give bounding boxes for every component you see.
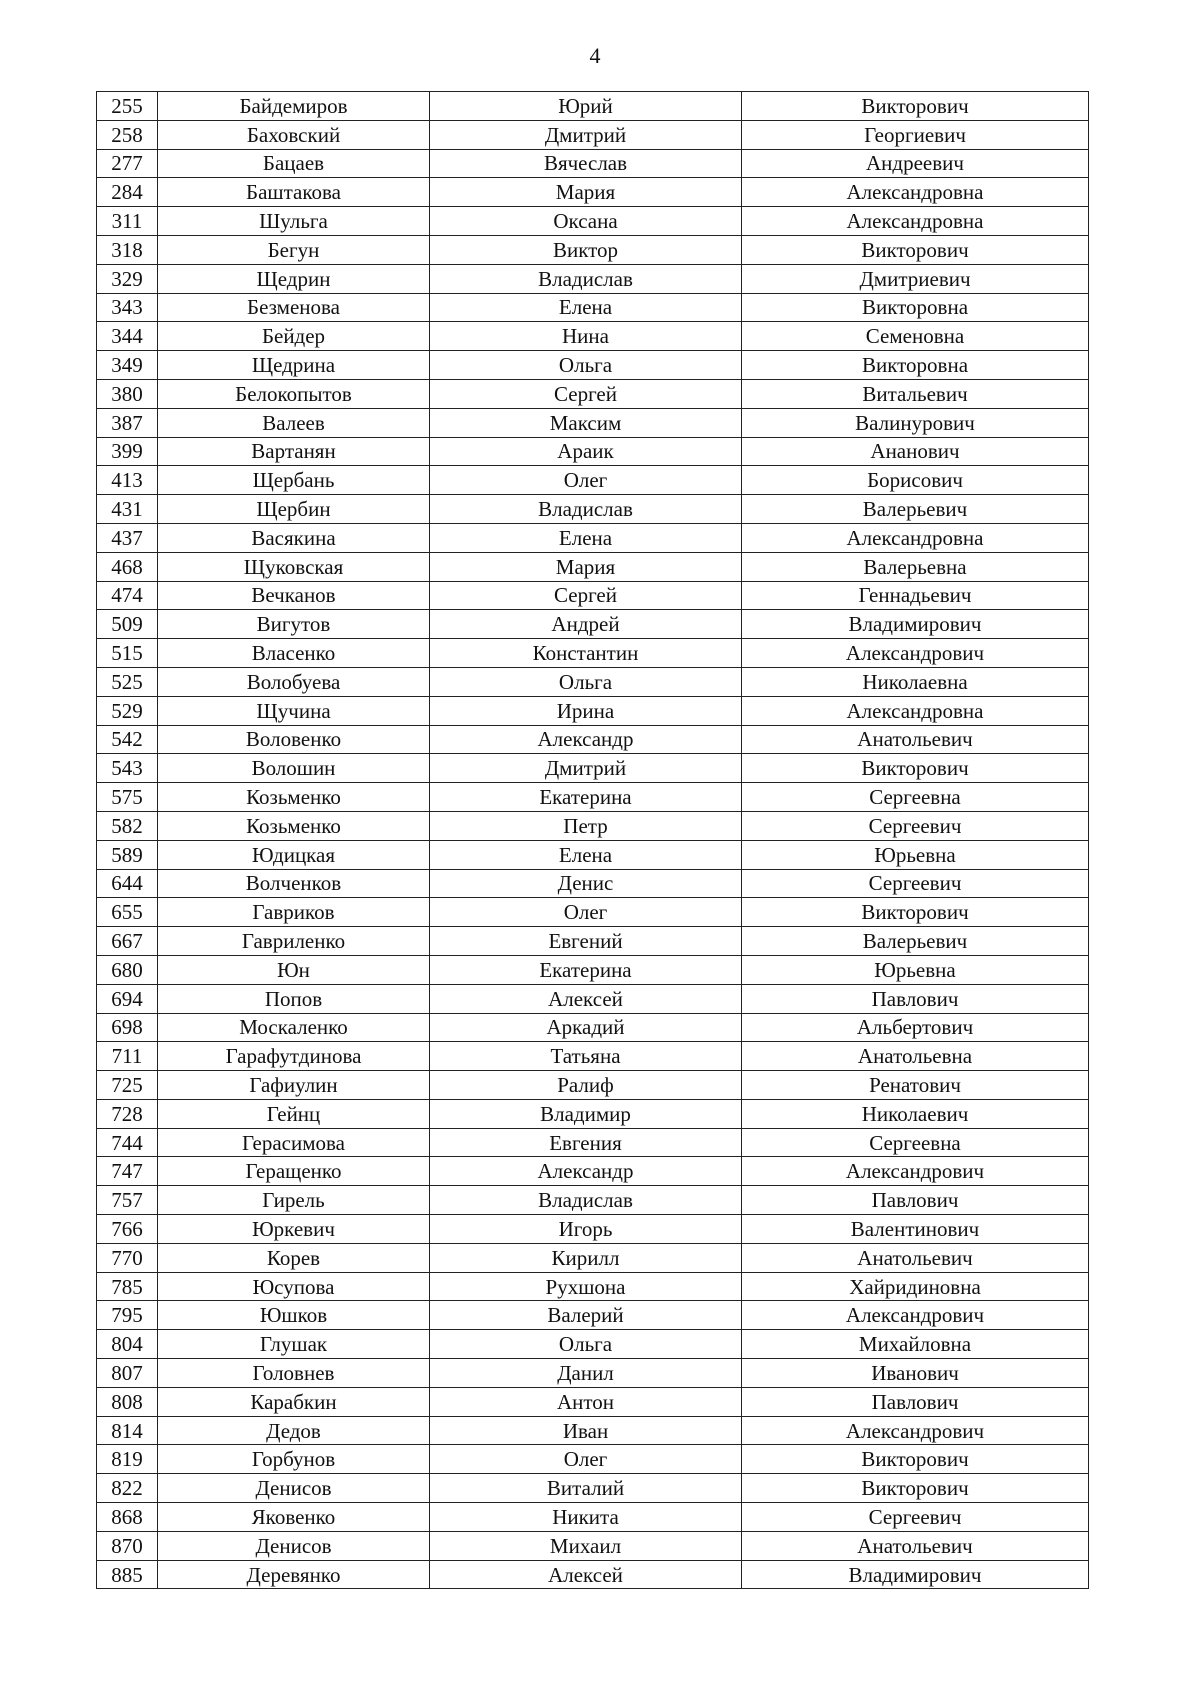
patronymic-cell: Сергеевич [742,1503,1089,1532]
record-number-cell: 698 [97,1013,158,1042]
table-row [97,178,1089,207]
table-row [97,783,1089,812]
first-name-cell: Дмитрий [430,120,742,149]
first-name-cell: Елена [430,523,742,552]
last-name-cell: Байдемиров [158,92,430,121]
patronymic-cell: Александровна [742,696,1089,725]
table-row [97,523,1089,552]
patronymic-cell: Ананович [742,437,1089,466]
first-name-cell: Александр [430,1157,742,1186]
first-name-cell: Алексей [430,984,742,1013]
table-row [97,1330,1089,1359]
table-row [97,1215,1089,1244]
first-name-cell: Оксана [430,207,742,236]
first-name-cell: Сергей [430,379,742,408]
patronymic-cell: Александрович [742,639,1089,668]
first-name-cell: Виталий [430,1474,742,1503]
record-number-cell: 868 [97,1503,158,1532]
patronymic-cell: Сергеевна [742,783,1089,812]
patronymic-cell: Геннадьевич [742,581,1089,610]
table-row [97,207,1089,236]
table-row [97,1359,1089,1388]
first-name-cell: Константин [430,639,742,668]
patronymic-cell: Викторовна [742,293,1089,322]
last-name-cell: Щербань [158,466,430,495]
last-name-cell: Щедрин [158,264,430,293]
first-name-cell: Владислав [430,495,742,524]
patronymic-cell: Георгиевич [742,120,1089,149]
record-number-cell: 807 [97,1359,158,1388]
patronymic-cell: Валерьевич [742,495,1089,524]
patronymic-cell: Анатольевна [742,1042,1089,1071]
patronymic-cell: Валентинович [742,1215,1089,1244]
record-number-cell: 870 [97,1531,158,1560]
record-number-cell: 766 [97,1215,158,1244]
last-name-cell: Юшков [158,1301,430,1330]
last-name-cell: Москаленко [158,1013,430,1042]
last-name-cell: Геращенко [158,1157,430,1186]
last-name-cell: Глушак [158,1330,430,1359]
patronymic-cell: Викторович [742,1474,1089,1503]
first-name-cell: Араик [430,437,742,466]
first-name-cell: Валерий [430,1301,742,1330]
record-number-cell: 543 [97,754,158,783]
patronymic-cell: Викторовна [742,351,1089,380]
record-number-cell: 329 [97,264,158,293]
patronymic-cell: Николаевич [742,1099,1089,1128]
last-name-cell: Герасимова [158,1128,430,1157]
first-name-cell: Ирина [430,696,742,725]
patronymic-cell: Павлович [742,984,1089,1013]
patronymic-cell: Викторович [742,92,1089,121]
patronymic-cell: Николаевна [742,667,1089,696]
record-number-cell: 255 [97,92,158,121]
record-number-cell: 343 [97,293,158,322]
record-number-cell: 885 [97,1560,158,1589]
first-name-cell: Олег [430,898,742,927]
first-name-cell: Екатерина [430,783,742,812]
table-row [97,869,1089,898]
first-name-cell: Рухшона [430,1272,742,1301]
table-row [97,149,1089,178]
table-row [97,1099,1089,1128]
record-number-cell: 757 [97,1186,158,1215]
last-name-cell: Юсупова [158,1272,430,1301]
last-name-cell: Корев [158,1243,430,1272]
patronymic-cell: Ренатович [742,1071,1089,1100]
patronymic-cell: Александрович [742,1157,1089,1186]
first-name-cell: Петр [430,811,742,840]
record-number-cell: 582 [97,811,158,840]
record-number-cell: 509 [97,610,158,639]
record-number-cell: 468 [97,552,158,581]
last-name-cell: Юркевич [158,1215,430,1244]
record-number-cell: 431 [97,495,158,524]
first-name-cell: Игорь [430,1215,742,1244]
last-name-cell: Волошин [158,754,430,783]
table-row [97,1186,1089,1215]
first-name-cell: Сергей [430,581,742,610]
record-number-cell: 814 [97,1416,158,1445]
first-name-cell: Виктор [430,235,742,264]
first-name-cell: Андрей [430,610,742,639]
last-name-cell: Гарафутдинова [158,1042,430,1071]
table-row [97,1243,1089,1272]
table-row [97,927,1089,956]
first-name-cell: Данил [430,1359,742,1388]
last-name-cell: Дедов [158,1416,430,1445]
record-number-cell: 575 [97,783,158,812]
first-name-cell: Татьяна [430,1042,742,1071]
last-name-cell: Козьменко [158,811,430,840]
last-name-cell: Юдицкая [158,840,430,869]
table-row [97,1013,1089,1042]
table-row [97,1416,1089,1445]
table-row [97,1503,1089,1532]
record-number-cell: 542 [97,725,158,754]
record-number-cell: 644 [97,869,158,898]
first-name-cell: Олег [430,466,742,495]
first-name-cell: Максим [430,408,742,437]
record-number-cell: 349 [97,351,158,380]
page-number: 4 [589,43,601,68]
first-name-cell: Кирилл [430,1243,742,1272]
table-row [97,264,1089,293]
table-row [97,639,1089,668]
patronymic-cell: Иванович [742,1359,1089,1388]
record-number-cell: 529 [97,696,158,725]
record-number-cell: 747 [97,1157,158,1186]
first-name-cell: Юрий [430,92,742,121]
table-row [97,696,1089,725]
patronymic-cell: Александровна [742,178,1089,207]
patronymic-cell: Андреевич [742,149,1089,178]
first-name-cell: Денис [430,869,742,898]
last-name-cell: Бейдер [158,322,430,351]
patronymic-cell: Павлович [742,1387,1089,1416]
last-name-cell: Карабкин [158,1387,430,1416]
last-name-cell: Попов [158,984,430,1013]
last-name-cell: Вигутов [158,610,430,639]
table-row [97,1387,1089,1416]
last-name-cell: Шульга [158,207,430,236]
table-row [97,1474,1089,1503]
table-row [97,840,1089,869]
first-name-cell: Алексей [430,1560,742,1589]
record-number-cell: 387 [97,408,158,437]
patronymic-cell: Павлович [742,1186,1089,1215]
last-name-cell: Щедрина [158,351,430,380]
patronymic-cell: Александровна [742,523,1089,552]
last-name-cell: Валеев [158,408,430,437]
last-name-cell: Волобуева [158,667,430,696]
first-name-cell: Олег [430,1445,742,1474]
last-name-cell: Горбунов [158,1445,430,1474]
table-row [97,351,1089,380]
record-number-cell: 785 [97,1272,158,1301]
last-name-cell: Белокопытов [158,379,430,408]
last-name-cell: Вартанян [158,437,430,466]
first-name-cell: Екатерина [430,955,742,984]
patronymic-cell: Витальевич [742,379,1089,408]
table-row [97,667,1089,696]
record-number-cell: 804 [97,1330,158,1359]
last-name-cell: Денисов [158,1531,430,1560]
first-name-cell: Ольга [430,1330,742,1359]
record-number-cell: 311 [97,207,158,236]
table-row [97,1445,1089,1474]
table-row [97,725,1089,754]
table-row [97,581,1089,610]
last-name-cell: Баштакова [158,178,430,207]
record-number-cell: 819 [97,1445,158,1474]
table-row [97,754,1089,783]
table-row [97,1157,1089,1186]
table-row [97,1071,1089,1100]
table-row [97,235,1089,264]
first-name-cell: Ольга [430,667,742,696]
last-name-cell: Безменова [158,293,430,322]
patronymic-cell: Валерьевич [742,927,1089,956]
record-number-cell: 808 [97,1387,158,1416]
patronymic-cell: Викторович [742,235,1089,264]
last-name-cell: Воловенко [158,725,430,754]
table-row [97,811,1089,840]
record-number-cell: 344 [97,322,158,351]
last-name-cell: Деревянко [158,1560,430,1589]
record-number-cell: 258 [97,120,158,149]
last-name-cell: Гирель [158,1186,430,1215]
first-name-cell: Дмитрий [430,754,742,783]
last-name-cell: Денисов [158,1474,430,1503]
last-name-cell: Щербин [158,495,430,524]
last-name-cell: Гавриленко [158,927,430,956]
record-number-cell: 399 [97,437,158,466]
last-name-cell: Бацаев [158,149,430,178]
table-row [97,1128,1089,1157]
first-name-cell: Мария [430,552,742,581]
table-row [97,495,1089,524]
last-name-cell: Головнев [158,1359,430,1388]
table-row [97,92,1089,121]
last-name-cell: Власенко [158,639,430,668]
patronymic-cell: Сергеевна [742,1128,1089,1157]
table-row [97,322,1089,351]
patronymic-cell: Владимирович [742,610,1089,639]
record-number-cell: 515 [97,639,158,668]
first-name-cell: Вячеслав [430,149,742,178]
last-name-cell: Гафиулин [158,1071,430,1100]
patronymic-cell: Юрьевна [742,955,1089,984]
patronymic-cell: Валерьевна [742,552,1089,581]
patronymic-cell: Викторович [742,898,1089,927]
first-name-cell: Евгения [430,1128,742,1157]
record-number-cell: 744 [97,1128,158,1157]
names-table [96,91,1089,1589]
patronymic-cell: Анатольевич [742,725,1089,754]
patronymic-cell: Викторович [742,754,1089,783]
record-number-cell: 277 [97,149,158,178]
first-name-cell: Нина [430,322,742,351]
first-name-cell: Владимир [430,1099,742,1128]
record-number-cell: 318 [97,235,158,264]
first-name-cell: Елена [430,840,742,869]
patronymic-cell: Альбертович [742,1013,1089,1042]
last-name-cell: Вечканов [158,581,430,610]
first-name-cell: Мария [430,178,742,207]
patronymic-cell: Александрович [742,1416,1089,1445]
record-number-cell: 795 [97,1301,158,1330]
patronymic-cell: Борисович [742,466,1089,495]
record-number-cell: 284 [97,178,158,207]
table-row [97,552,1089,581]
record-number-cell: 728 [97,1099,158,1128]
patronymic-cell: Михайловна [742,1330,1089,1359]
names-table-body [97,92,1089,1589]
patronymic-cell: Сергеевич [742,811,1089,840]
table-row [97,408,1089,437]
first-name-cell: Ольга [430,351,742,380]
record-number-cell: 655 [97,898,158,927]
record-number-cell: 380 [97,379,158,408]
table-row [97,898,1089,927]
last-name-cell: Козьменко [158,783,430,812]
table-row [97,610,1089,639]
record-number-cell: 474 [97,581,158,610]
table-row [97,1042,1089,1071]
record-number-cell: 711 [97,1042,158,1071]
table-row [97,1301,1089,1330]
last-name-cell: Гавриков [158,898,430,927]
patronymic-cell: Хайридиновна [742,1272,1089,1301]
table-row [97,955,1089,984]
last-name-cell: Бегун [158,235,430,264]
table-row [97,293,1089,322]
record-number-cell: 770 [97,1243,158,1272]
first-name-cell: Аркадий [430,1013,742,1042]
last-name-cell: Юн [158,955,430,984]
patronymic-cell: Дмитриевич [742,264,1089,293]
first-name-cell: Владислав [430,264,742,293]
patronymic-cell: Валинурович [742,408,1089,437]
table-row [97,984,1089,1013]
record-number-cell: 413 [97,466,158,495]
record-number-cell: 525 [97,667,158,696]
last-name-cell: Гейнц [158,1099,430,1128]
record-number-cell: 725 [97,1071,158,1100]
last-name-cell: Щучина [158,696,430,725]
first-name-cell: Антон [430,1387,742,1416]
record-number-cell: 694 [97,984,158,1013]
patronymic-cell: Владимирович [742,1560,1089,1589]
first-name-cell: Александр [430,725,742,754]
last-name-cell: Щуковская [158,552,430,581]
table-row [97,379,1089,408]
table-row [97,466,1089,495]
last-name-cell: Баховский [158,120,430,149]
first-name-cell: Евгений [430,927,742,956]
first-name-cell: Иван [430,1416,742,1445]
first-name-cell: Никита [430,1503,742,1532]
patronymic-cell: Викторович [742,1445,1089,1474]
record-number-cell: 437 [97,523,158,552]
patronymic-cell: Сергеевич [742,869,1089,898]
table-row [97,120,1089,149]
patronymic-cell: Юрьевна [742,840,1089,869]
patronymic-cell: Семеновна [742,322,1089,351]
patronymic-cell: Анатольевич [742,1243,1089,1272]
patronymic-cell: Александрович [742,1301,1089,1330]
table-row [97,1272,1089,1301]
last-name-cell: Васякина [158,523,430,552]
last-name-cell: Волченков [158,869,430,898]
record-number-cell: 667 [97,927,158,956]
first-name-cell: Владислав [430,1186,742,1215]
patronymic-cell: Александровна [742,207,1089,236]
table-row [97,1531,1089,1560]
table-row [97,1560,1089,1589]
record-number-cell: 680 [97,955,158,984]
last-name-cell: Яковенко [158,1503,430,1532]
record-number-cell: 589 [97,840,158,869]
patronymic-cell: Анатольевич [742,1531,1089,1560]
first-name-cell: Ралиф [430,1071,742,1100]
first-name-cell: Елена [430,293,742,322]
first-name-cell: Михаил [430,1531,742,1560]
table-row [97,437,1089,466]
record-number-cell: 822 [97,1474,158,1503]
